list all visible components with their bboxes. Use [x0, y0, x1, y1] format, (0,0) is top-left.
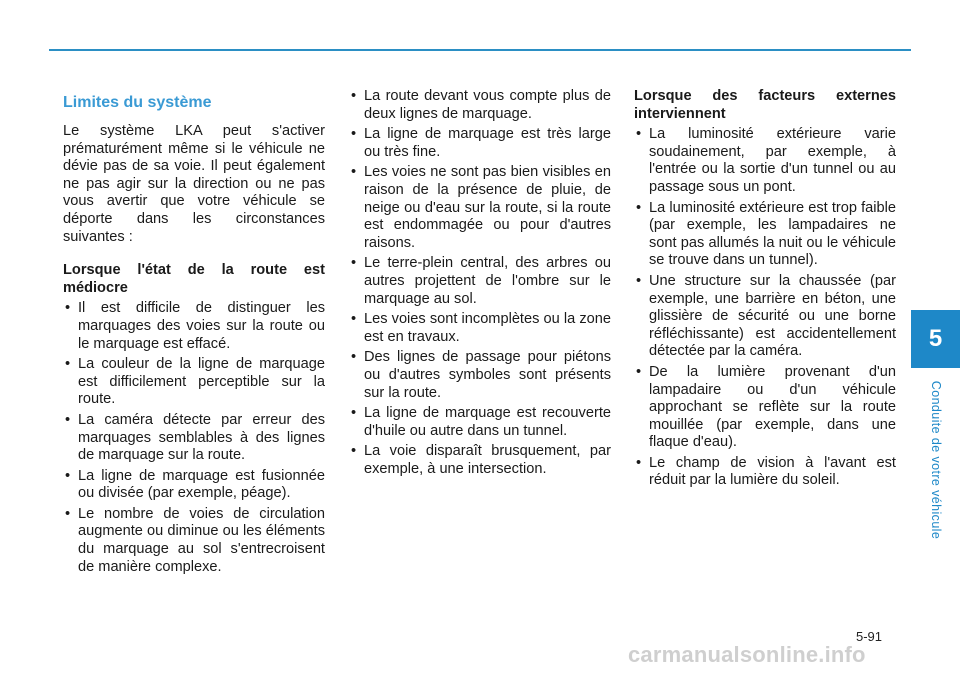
section-label: Conduite de votre véhicule — [929, 380, 944, 540]
list-item: • Le terre-plein central, des arbres ou autres projettent de l'ombre sur le marquage au sol. — [349, 255, 611, 308]
column-1 — [63, 88, 325, 579]
subheading-road-condition: Lorsque l'état de la route est médiocre — [63, 262, 325, 296]
bullet-list-road — [63, 300, 325, 576]
section-title: Limites du système — [63, 94, 212, 111]
intro-paragraph: Le système LKA peut s'activer prématurément même si le véhicule ne dévie pas de sa voie. Il peut également ne pas agir sur la direction ou ne pas vous avertir que votre véhicule se déporte dans les circonstances suivantes : — [63, 123, 325, 245]
section-number-tab — [911, 310, 960, 368]
list-item: • Le nombre de voies de circulation augmente ou diminue ou les éléments du marquage au sol s'entrecroisent de manière complexe. — [63, 506, 325, 576]
list-item: • La ligne de marquage est très large ou très fine. — [349, 126, 611, 161]
column-2 — [349, 88, 611, 481]
list-item: • Le champ de vision à l'avant est réduit par la lumière du soleil. — [634, 455, 896, 490]
list-item: • La couleur de la ligne de marquage est difficilement perceptible sur la route. — [63, 356, 325, 409]
list-item: • La caméra détecte par erreur des marquages semblables à des lignes de marquage sur la route. — [63, 412, 325, 465]
list-item: • De la lumière provenant d'un lampadaire ou d'un véhicule approchant se reflète sur la route mouillée (par exemple, dans une flaque d'eau). — [634, 364, 896, 452]
list-item: • La ligne de marquage est recouverte d'huile ou autre dans un tunnel. — [349, 405, 611, 440]
list-item: • Une structure sur la chaussée (par exemple, une barrière en béton, une glissière de sécurité ou une borne réfléchissante) est accidentellement détectée par la caméra. — [634, 273, 896, 361]
section-number: 5 — [928, 325, 943, 352]
list-item: • La luminosité extérieure est trop faible (par exemple, les lampadaires ne sont pas allumés la nuit ou le véhicule se trouve dans un tunnel). — [634, 200, 896, 270]
page-number: 5-91 — [856, 629, 883, 644]
list-item: • La route devant vous compte plus de deux lignes de marquage. — [349, 88, 611, 123]
column-3 — [634, 88, 896, 493]
list-item: • La voie disparaît brusquement, par exemple, à une intersection. — [349, 443, 611, 478]
bullet-list-road-continued — [349, 88, 611, 478]
subheading-external-factors: Lorsque des facteurs externes interviennent — [634, 88, 896, 122]
section-label-container — [928, 370, 944, 550]
list-item: • Les voies sont incomplètes ou la zone est en travaux. — [349, 311, 611, 346]
list-item: • Des lignes de passage pour piétons ou d'autres symboles sont présents sur la route. — [349, 349, 611, 402]
list-item: • La ligne de marquage est fusionnée ou divisée (par exemple, péage). — [63, 468, 325, 503]
bullet-list-external — [634, 126, 896, 490]
watermark: carmanualsonline.info — [628, 642, 866, 667]
top-rule — [49, 49, 911, 51]
list-item: • Il est difficile de distinguer les marquages des voies sur la route ou le marquage est effacé. — [63, 300, 325, 353]
list-item: • Les voies ne sont pas bien visibles en raison de la présence de pluie, de neige ou d'eau sur la route, si la route est endommagée ou pour d'autres raisons. — [349, 164, 611, 252]
list-item: • La luminosité extérieure varie soudainement, par exemple, à l'entrée ou la sortie d'un tunnel ou au passage sous un pont. — [634, 126, 896, 196]
